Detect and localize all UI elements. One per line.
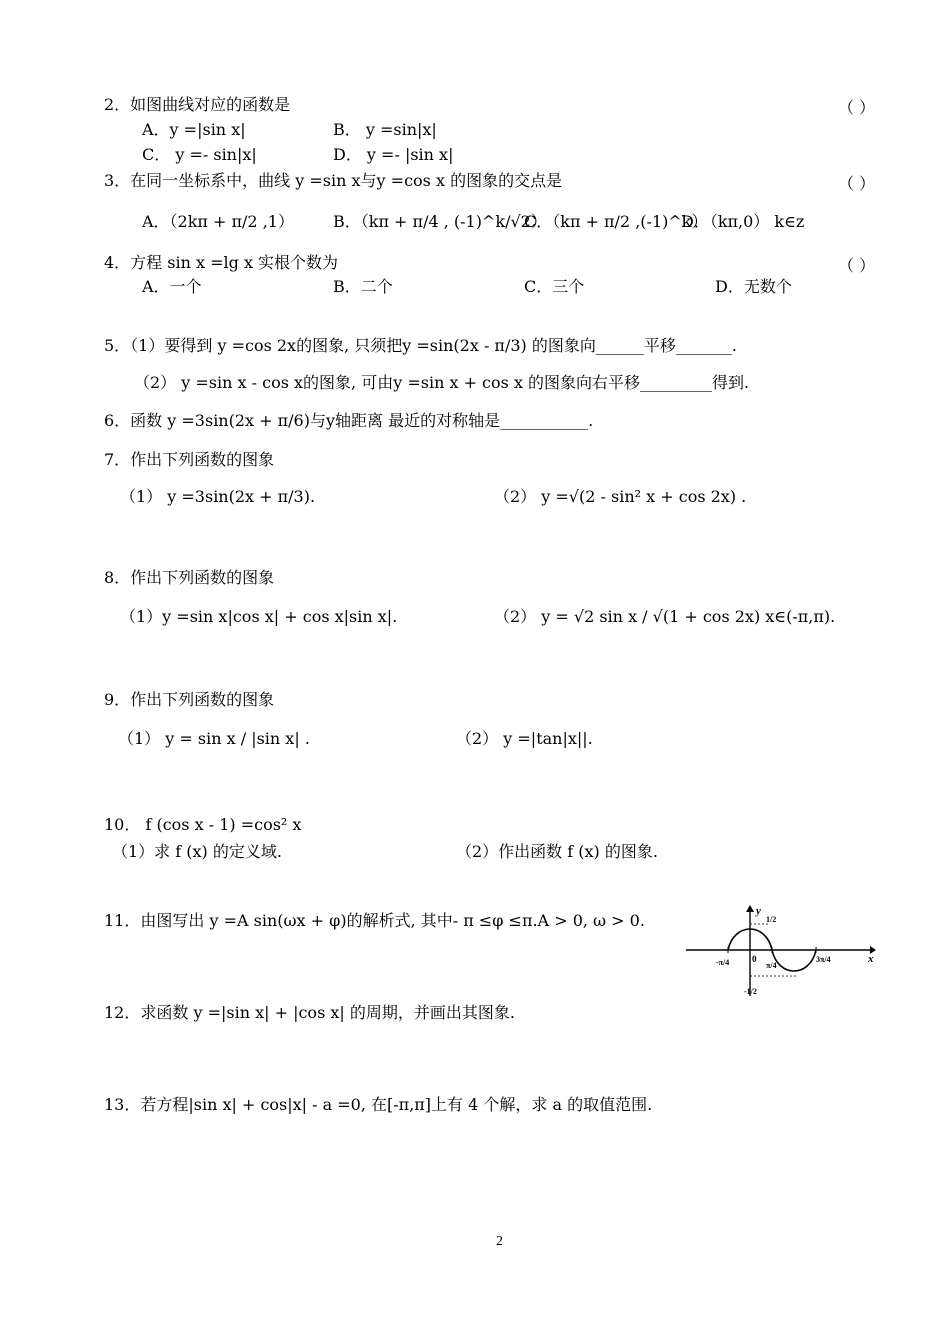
q11-max-label: 1/2 bbox=[766, 915, 777, 924]
q8-part2: （2） y = √2 sin x / √(1 + cos 2x) x∈(-π,π). bbox=[494, 607, 836, 626]
q8-stem: 8．作出下列函数的图象 bbox=[104, 568, 275, 587]
q3-option-b: B．（kπ + π/4 , (-1)^k/√2） bbox=[333, 212, 547, 231]
q2-option-a: A．y =|sin x| bbox=[142, 120, 246, 139]
page-number: 2 bbox=[496, 1234, 503, 1249]
q4-stem: 4．方程 sin x =lg x 实根个数为 bbox=[104, 253, 339, 272]
q11-y-arrow bbox=[746, 905, 754, 912]
q4-option-d: D．无数个 bbox=[715, 277, 792, 296]
q11-x-label: x bbox=[868, 953, 874, 965]
q12-text: 12．求函数 y =|sin x| + |cos x| 的周期，并画出其图象. bbox=[104, 1003, 515, 1022]
q13-text: 13．若方程|sin x| + cos|x| - a =0, 在[-π,π]上有 4 个解，求 a 的取值范围. bbox=[104, 1095, 653, 1114]
q11-tick-label-1: π/4 bbox=[766, 961, 777, 970]
q10-part2: （2）作出函数 f (x) 的图象. bbox=[456, 842, 658, 861]
q2-option-b: B． y =sin|x| bbox=[333, 120, 437, 139]
q5-part2: （2） y =sin x - cos x的图象, 可由y =sin x + cos x 的图象向右平移_________得到. bbox=[134, 373, 750, 392]
q11-min-label: -1/2 bbox=[744, 987, 757, 996]
q11-origin-label: 0 bbox=[752, 954, 757, 964]
q2-option-d: D． y =- |sin x| bbox=[333, 145, 454, 164]
q2-answer-paren: （ ） bbox=[838, 98, 876, 117]
q2-option-c: C． y =- sin|x| bbox=[142, 145, 257, 164]
q7-part1: （1） y =3sin(2x + π/3). bbox=[120, 487, 316, 506]
q11-tick-label-0: -π/4 bbox=[716, 958, 730, 967]
q2-stem: 2．如图曲线对应的函数是 bbox=[104, 95, 291, 114]
q3-answer-paren: （ ） bbox=[838, 174, 876, 193]
q7-stem: 7．作出下列函数的图象 bbox=[104, 450, 275, 469]
q3-stem: 3．在同一坐标系中，曲线 y =sin x与y =cos x 的图象的交点是 bbox=[104, 171, 563, 190]
q10-stem: 10． f (cos x - 1) =cos² x bbox=[104, 815, 302, 834]
q11-tick-label-2: 3π/4 bbox=[816, 955, 831, 964]
q11-text: 11．由图写出 y =A sin(ωx + φ)的解析式, 其中- π ≤φ ≤π.A > 0, ω > 0. bbox=[104, 911, 645, 930]
q9-part2: （2） y =|tan|x||. bbox=[456, 729, 593, 748]
q5-part1: 5．（1）要得到 y =cos 2x的图象, 只须把y =sin(2x - π/3) 的图象向______平移_______. bbox=[104, 336, 737, 355]
q4-option-b: B．二个 bbox=[333, 277, 393, 296]
q10-part1: （1）求 f (x) 的定义域. bbox=[112, 842, 282, 861]
q3-option-d: D．（kπ,0） k∈z bbox=[681, 212, 805, 231]
q9-part1: （1） y = sin x / |sin x| . bbox=[118, 729, 310, 748]
q4-option-a: A．一个 bbox=[142, 277, 202, 296]
q6-text: 6．函数 y =3sin(2x + π/6)与y轴距离 最近的对称轴是___________. bbox=[104, 411, 594, 430]
q7-part2: （2） y =√(2 - sin² x + cos 2x) . bbox=[494, 487, 747, 506]
q3-option-c: C．（kπ + π/2 ,(-1)^k） bbox=[524, 212, 708, 231]
q4-option-c: C．三个 bbox=[524, 277, 585, 296]
q8-part1: （1）y =sin x|cos x| + cos x|sin x|. bbox=[120, 607, 398, 626]
q4-answer-paren: （ ） bbox=[838, 256, 876, 275]
q11-sine-graph bbox=[684, 902, 876, 998]
q3-option-a: A．（2kπ + π/2 ,1） bbox=[142, 212, 294, 231]
q9-stem: 9．作出下列函数的图象 bbox=[104, 690, 275, 709]
q11-y-label: y bbox=[756, 905, 761, 917]
